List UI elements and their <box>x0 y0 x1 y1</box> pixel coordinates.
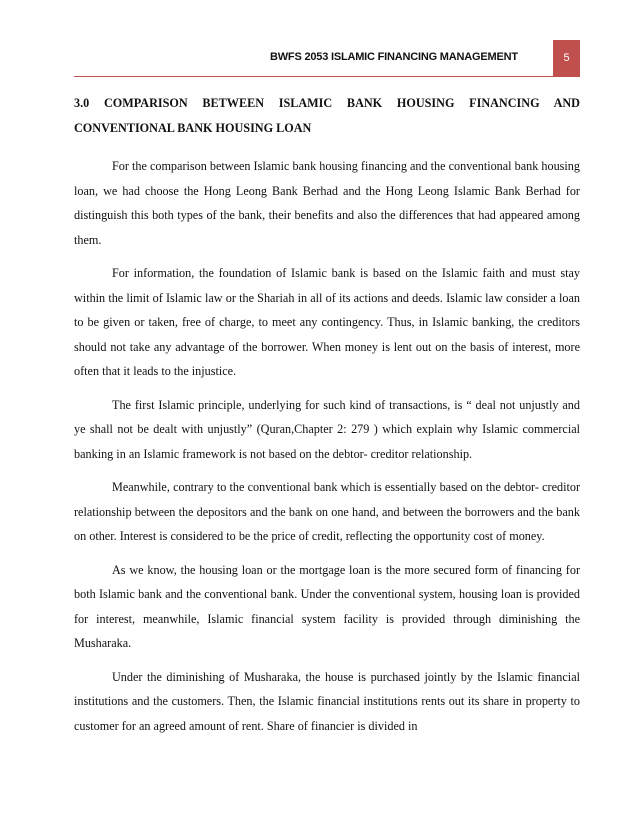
paragraph: Under the diminishing of Musharaka, the house is purchased jointly by the Islamic financial institutions and the customers. Then, the Islamic financial institutions rents out its share in property to customer for an agreed amount of rent. Share of financier is divided in <box>74 669 580 733</box>
paragraph: As we know, the housing loan or the mortgage loan is the more secured form of financing for both Islamic bank and the conventional bank. Under the conventional system, housing loan is provided for interest, meanwhile, Islamic financial system facility is provided through diminishing the Musharaka. <box>74 562 580 650</box>
paragraph: The first Islamic principle, underlying for such kind of transactions, is “ deal not unjustly and ye shall not be dealt with unjustly” (Quran,Chapter 2: 279 ) which explain why Islamic commercial banking in an Islamic framework is not based on the debtor- creditor relationship. <box>74 397 580 461</box>
section-heading: 3.0 COMPARISON BETWEEN ISLAMIC BANK HOUSING FINANCING AND CONVENTIONAL BANK HOUSING LOAN <box>74 96 580 135</box>
page-body <box>74 91 580 747</box>
paragraph: Meanwhile, contrary to the conventional bank which is essentially based on the debtor- creditor relationship between the depositors and the bank on one hand, and between the borrowers and the bank on other. Interest is considered to be the price of credit, reflecting the opportunity cost of money. <box>74 480 580 543</box>
page-number-badge: 5 <box>553 40 580 77</box>
paragraph: For information, the foundation of Islamic bank is based on the Islamic faith and must stay within the limit of Islamic law or the Shariah in all of its actions and deeds. Islamic law consider a loan to be given or taken, free of charge, to meet any contingency. Thus, in Islamic banking, the creditors should not take any advantage of the borrower. When money is lent out on the basis of interest, more often that it leads to the injustice. <box>74 266 580 378</box>
paragraph: For the comparison between Islamic bank housing financing and the conventional bank housing loan, we had choose the Hong Leong Bank Berhad and the Hong Leong Islamic Bank Berhad for distinguish this both types of the bank, their benefits and also the differences that had appeared among them. <box>74 159 580 247</box>
page-header <box>0 40 638 76</box>
document-title: BWFS 2053 ISLAMIC FINANCING MANAGEMENT <box>270 51 518 63</box>
header-divider <box>74 76 580 77</box>
